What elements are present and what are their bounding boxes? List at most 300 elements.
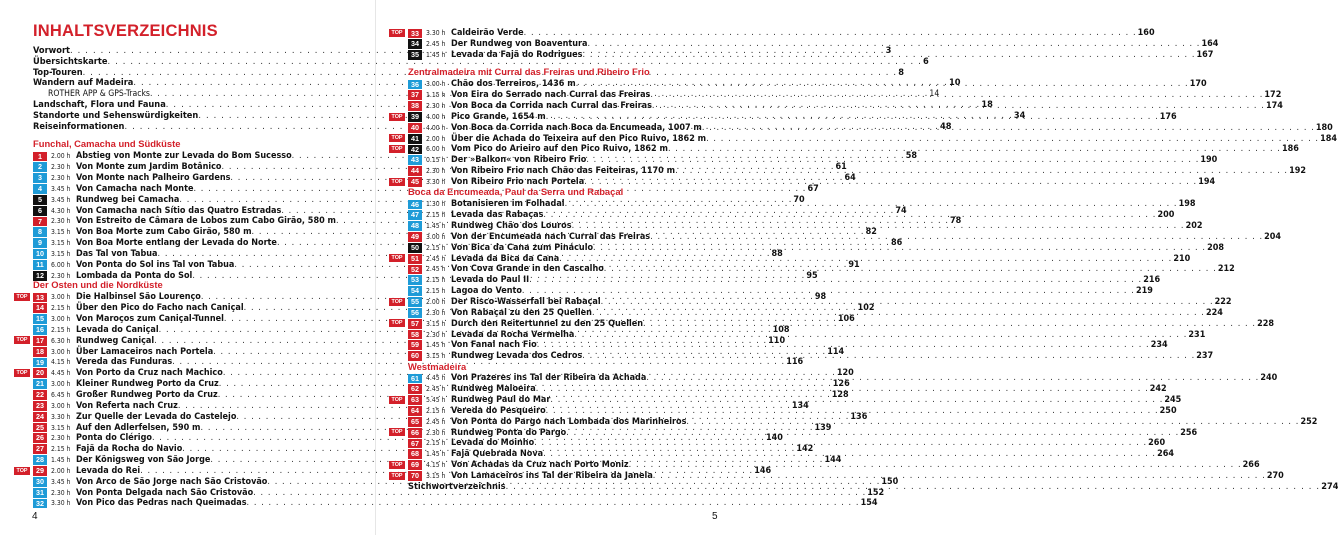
route-number: 44	[408, 166, 422, 176]
route-page: 245	[1164, 395, 1182, 406]
route-title: Von Pico das Pedras nach Queimadas	[76, 498, 247, 509]
route-duration: 4.30 h	[51, 206, 71, 215]
route-title: Rundweg Caniçal	[76, 335, 155, 346]
top-badge: TOP	[389, 319, 405, 327]
route-number: 20	[33, 368, 47, 378]
route-row[interactable]	[408, 286, 1153, 297]
route-title: Levada do Rei	[76, 465, 141, 476]
route-page: 264	[1157, 449, 1175, 460]
section-heading: Funchal, Camacha und Südküste	[33, 138, 181, 149]
route-duration: 2.30 h	[51, 271, 71, 280]
route-number: 28	[33, 455, 47, 465]
route-page: 176	[1159, 111, 1177, 122]
route-page: 234	[1150, 340, 1168, 351]
route-title: Von Boca da Corrida nach Boca da Encumeada, 1007 m	[451, 122, 702, 133]
toc-entry-page: 6	[923, 55, 929, 67]
route-title: Von Lamaceiros ins Tal der Ribeira da Janela	[451, 471, 653, 482]
route-title: Rundweg Chão dos Louros	[451, 221, 572, 232]
route-list	[391, 28, 1219, 61]
route-number: 50	[408, 243, 422, 253]
route-number: 67	[408, 439, 422, 449]
route-page: 134	[791, 400, 809, 411]
route-number: 36	[408, 80, 422, 90]
route-duration: 2.15 h	[426, 406, 446, 415]
route-number: 54	[408, 286, 422, 296]
route-number: 43	[408, 155, 422, 165]
route-duration: 4.45 h	[51, 369, 71, 378]
route-duration: 2.15 h	[51, 325, 71, 334]
route-number: 34	[408, 39, 422, 49]
route-title: Die Halbinsel São Lourenço	[76, 292, 201, 303]
page-number-right: 5	[712, 511, 718, 522]
route-title: Lagoa do Vento	[451, 286, 522, 297]
route-page: 120	[836, 368, 854, 379]
route-title: Von Prazeres ins Tal der Ribeira da Achada	[451, 373, 647, 384]
route-duration: 5.45 h	[426, 396, 446, 405]
route-title: Botanisieren im Folhadal	[451, 199, 565, 210]
route-title: Das Tal von Tabua	[76, 249, 158, 260]
route-number: 32	[33, 499, 47, 509]
route-duration: 2.30 h	[426, 102, 446, 111]
route-page: 174	[1265, 101, 1283, 112]
route-number: 69	[408, 460, 422, 470]
toc-entry-label: Reiseinformationen	[33, 120, 125, 132]
route-number: 23	[33, 401, 47, 411]
top-badge: TOP	[389, 472, 405, 480]
route-page: 256	[1180, 427, 1198, 438]
route-duration: 2.30 h	[51, 217, 71, 226]
route-title: Auf den Adlerfelsen, 590 m	[76, 422, 201, 433]
route-page: 204	[1264, 231, 1282, 242]
route-number: 40	[408, 123, 422, 133]
route-page: 140	[765, 433, 783, 444]
route-page: 95	[806, 270, 818, 281]
route-title: Über Lamaceiros nach Portela	[76, 346, 214, 357]
route-number: 39	[408, 112, 422, 122]
route-number: 16	[33, 325, 47, 335]
route-title: Vereda do Pesqueiro	[451, 405, 546, 416]
route-page: 190	[1200, 155, 1218, 166]
route-page: 240	[1260, 373, 1278, 384]
route-title: Levada das Rabaças	[451, 210, 544, 221]
route-page: 260	[1148, 438, 1166, 449]
route-title: Pico Grande, 1654 m	[451, 111, 546, 122]
route-page: 144	[824, 455, 842, 466]
section-heading: Der Osten und die Nordküste	[33, 279, 163, 290]
route-page: 61	[835, 162, 847, 173]
route-page: 216	[1143, 275, 1161, 286]
toc-entry-label: ROTHER APP & GPS-Tracks	[48, 89, 150, 100]
route-title: Rundweg Ponta do Pargo	[451, 427, 567, 438]
route-title: Von Cova Grande in den Cascalho	[451, 264, 604, 275]
route-title: Großer Rundweg Porto da Cruz	[76, 390, 218, 401]
route-duration: 2.30 h	[51, 434, 71, 443]
route-title: Von Rabaçal zu den 25 Quellen	[451, 307, 592, 318]
route-duration: 3.30 h	[426, 29, 446, 38]
route-duration: 2.00 h	[426, 134, 446, 143]
route-duration: 3.30 h	[51, 499, 71, 508]
route-number: 29	[33, 466, 47, 476]
route-page: 266	[1242, 460, 1260, 471]
route-page: 224	[1205, 307, 1223, 318]
route-row[interactable]	[391, 28, 1155, 39]
route-duration: 1.45 h	[426, 222, 446, 231]
route-duration: 3.30 h	[51, 412, 71, 421]
route-duration: 2.15 h	[51, 445, 71, 454]
route-title: Von Monte zum Jardim Botânico	[76, 162, 222, 173]
route-duration: 2.15 h	[426, 287, 446, 296]
route-number: 57	[408, 319, 422, 329]
route-row[interactable]	[33, 487, 885, 498]
route-number: 10	[33, 249, 47, 259]
route-number: 14	[33, 303, 47, 313]
route-number: 35	[408, 50, 422, 60]
route-page: 150	[881, 476, 899, 487]
route-page: 108	[772, 324, 790, 335]
route-title: Von Boca da Corrida nach Curral das Freiras	[451, 101, 652, 112]
route-duration: 3.15 h	[51, 228, 71, 237]
route-number: 53	[408, 275, 422, 285]
route-title: Von Referta nach Cruz	[76, 400, 178, 411]
route-page: 167	[1196, 50, 1214, 61]
route-duration: 3.00 h	[426, 80, 446, 89]
route-title: Durch den Reitertunnel zu den 25 Quellen	[451, 318, 644, 329]
route-page: 91	[848, 259, 860, 270]
toc-entry-page: 8	[898, 66, 905, 78]
route-number: 62	[408, 384, 422, 394]
toc-entry-label: Vorwort	[33, 45, 70, 56]
route-duration: 2.45 h	[426, 417, 446, 426]
route-page: 184	[1320, 133, 1338, 144]
top-badge: TOP	[389, 428, 405, 436]
route-number: 26	[33, 433, 47, 443]
route-title: Von Ponta Delgada nach São Cristovão	[76, 487, 254, 498]
route-duration: 3.45 h	[51, 477, 71, 486]
toc-entry-label: Übersichtskarte	[33, 55, 108, 67]
route-row[interactable]	[33, 498, 878, 509]
route-duration: 2.45 h	[426, 385, 446, 394]
route-duration: 1.30 h	[426, 200, 446, 209]
route-page: 142	[796, 444, 814, 455]
route-page: 74	[895, 205, 907, 216]
route-page: 136	[850, 411, 868, 422]
route-number: 8	[33, 227, 47, 237]
route-title: Von Ribeiro Frio nach Portela	[451, 177, 585, 188]
route-page: 82	[865, 227, 877, 238]
top-badge: TOP	[389, 298, 405, 306]
route-page: 194	[1198, 177, 1216, 188]
route-title: Vom Pico do Arieiro auf den Pico Ruivo, 1862 m	[451, 144, 668, 155]
route-duration: 3.45 h	[51, 195, 71, 204]
route-page: 222	[1214, 297, 1232, 308]
route-title: Vereda das Funduras	[76, 357, 173, 368]
route-number: 9	[33, 238, 47, 248]
route-title: Von Bica da Cana zum Pináculo	[451, 242, 594, 253]
route-number: 24	[33, 412, 47, 422]
page-number-left: 4	[32, 511, 38, 522]
route-duration: 4.45 h	[426, 374, 446, 383]
route-duration: 2.45 h	[426, 265, 446, 274]
route-number: 37	[408, 90, 422, 100]
route-duration: 6.00 h	[426, 145, 446, 154]
route-number: 12	[33, 271, 47, 281]
route-title: Levada do Moinho	[451, 438, 535, 449]
route-duration: 3.00 h	[51, 347, 71, 356]
route-number: 27	[33, 444, 47, 454]
top-badge: TOP	[389, 145, 405, 153]
route-number: 19	[33, 358, 47, 368]
route-page: 146	[754, 465, 772, 476]
route-duration: 1.45 h	[426, 341, 446, 350]
route-duration: 2.00 h	[51, 466, 71, 475]
route-duration: 3.15 h	[426, 472, 446, 481]
route-duration: 2.30 h	[51, 488, 71, 497]
route-duration: 3.00 h	[426, 232, 446, 241]
route-duration: 1.45 h	[426, 51, 446, 60]
route-page: 128	[831, 390, 849, 401]
section-heading: Boca da Encumeada, Paul da Serra und Rabaçal	[408, 186, 624, 197]
route-number: 18	[33, 347, 47, 357]
route-title: Von Arco de São Jorge nach São Cristovão	[76, 476, 268, 487]
top-badge: TOP	[14, 336, 30, 344]
route-duration: 1.45 h	[51, 456, 71, 465]
top-badge: TOP	[14, 369, 30, 377]
route-number: 55	[408, 297, 422, 307]
route-title: Rundweg bei Camacha	[76, 194, 180, 205]
route-duration: 4.15 h	[51, 358, 71, 367]
route-number: 48	[408, 221, 422, 231]
route-page: 219	[1135, 286, 1153, 297]
route-title: Von Maroços zum Caniçal-Tunnel	[76, 314, 224, 325]
route-title: Von Boa Morte zum Cabo Girão, 580 m	[76, 227, 252, 238]
route-duration: 3.45 h	[51, 184, 71, 193]
section-heading: Westmadeira	[408, 361, 467, 372]
route-title: Von Camacha nach Monte	[76, 183, 194, 194]
toc-entry-label: Top-Touren	[33, 66, 83, 78]
route-duration: 3.15 h	[51, 239, 71, 248]
route-number: 17	[33, 336, 47, 346]
route-page: 198	[1178, 199, 1196, 210]
stichwort-label: Stichwortverzeichnis	[408, 481, 506, 492]
route-number: 56	[408, 308, 422, 318]
route-page: 139	[814, 422, 832, 433]
route-title: Von Fanal nach Fio	[451, 340, 537, 351]
route-number: 13	[33, 293, 47, 303]
route-row[interactable]	[408, 50, 1214, 61]
route-page: 180	[1315, 122, 1333, 133]
route-title: Der Rundweg von Boaventura	[451, 39, 588, 50]
route-page: 64	[844, 173, 856, 184]
route-page: 208	[1207, 242, 1224, 253]
route-title: Ponta do Clérigo	[76, 433, 152, 444]
toc-entry-page: 10	[948, 77, 961, 89]
route-title: Rundweg Paul do Mar	[451, 395, 551, 406]
toc-entry-label: Landschaft, Flora und Fauna	[33, 98, 166, 110]
route-number: 41	[408, 134, 422, 144]
route-number: 1	[33, 152, 47, 162]
route-duration: 3.15 h	[51, 250, 71, 259]
route-page: 242	[1149, 384, 1167, 395]
route-number: 51	[408, 254, 422, 264]
route-page: 110	[768, 335, 786, 346]
route-number: 4	[33, 184, 47, 194]
route-page: 154	[860, 498, 878, 509]
route-duration: 3.00 h	[51, 315, 71, 324]
route-title: Rundweg Maloeira	[451, 384, 536, 395]
route-title: Caldeirão Verde	[451, 28, 524, 39]
route-duration: 6.30 h	[51, 336, 71, 345]
route-duration: 2.45 h	[426, 40, 446, 49]
route-duration: 2.30 h	[426, 167, 446, 176]
route-duration: 2.00 h	[51, 152, 71, 161]
route-number: 11	[33, 260, 47, 270]
route-title: Von Monte nach Palheiro Gardens	[76, 173, 231, 184]
route-page: 106	[837, 314, 855, 325]
route-duration: 2.15 h	[426, 276, 446, 285]
route-title: Levada do Paul II	[451, 275, 530, 286]
route-number: 59	[408, 340, 422, 350]
route-page: 58	[905, 151, 917, 162]
route-number: 30	[33, 477, 47, 487]
route-page: 210	[1173, 253, 1191, 264]
route-number: 63	[408, 395, 422, 405]
route-duration: 4.00 h	[426, 112, 446, 121]
route-number: 70	[408, 471, 422, 481]
route-title: Über die Achada do Teixeira auf den Pico Ruivo, 1862 m	[451, 133, 707, 144]
route-number: 33	[408, 29, 422, 39]
route-duration: 3.15 h	[51, 423, 71, 432]
section-heading: Zentralmadeira mit Curral das Freiras und Ribeiro Frio	[408, 66, 650, 77]
top-badge: TOP	[389, 396, 405, 404]
route-title: Von Camacha nach Sítio das Quatro Estradas	[76, 205, 282, 216]
route-page: 186	[1281, 144, 1299, 155]
route-row[interactable]	[408, 39, 1219, 50]
toc-entry-page: 48	[940, 120, 952, 132]
route-number: 46	[408, 200, 422, 210]
route-page: 114	[827, 346, 845, 357]
route-title: Fajã da Rocha do Navio	[76, 444, 183, 455]
route-duration: 2.00 h	[426, 298, 446, 307]
route-number: 66	[408, 428, 422, 438]
route-duration: 2.30 h	[51, 163, 71, 172]
route-page: 67	[807, 183, 819, 194]
route-number: 38	[408, 101, 422, 111]
route-duration: 4.00 h	[426, 123, 446, 132]
route-page: 212	[1217, 264, 1235, 275]
route-page: 172	[1264, 90, 1282, 101]
route-title: Rundweg Levada dos Cedros	[451, 351, 583, 362]
route-page: 202	[1185, 221, 1203, 232]
route-title: Levada do Caniçal	[76, 324, 159, 335]
route-duration: 2.30 h	[426, 330, 446, 339]
route-page: 170	[1189, 79, 1207, 90]
route-title: Von der Encumeada nach Curral das Freiras	[451, 231, 651, 242]
route-number: 15	[33, 314, 47, 324]
route-title: Von Ponta do Sol ins Tal von Tabua	[76, 259, 235, 270]
route-duration: 3.15 h	[426, 352, 446, 361]
toc-entry-page: 18	[981, 98, 993, 110]
route-duration: 4.15 h	[426, 461, 446, 470]
route-title: Lombada da Ponta do Sol	[76, 270, 193, 281]
route-number: 2	[33, 162, 47, 172]
route-title: Levada da Fajã do Rodrigues	[451, 50, 583, 61]
route-title: Abstieg von Monte zur Levada do Bom Sucesso	[76, 151, 292, 162]
route-title: Von Ponta do Pargo nach Lombada dos Marinheiros	[451, 416, 687, 427]
route-row[interactable]	[391, 133, 1338, 144]
route-duration: 2.30 h	[51, 174, 71, 183]
route-page: 192	[1289, 166, 1306, 177]
route-number: 61	[408, 374, 422, 384]
route-duration: 2.15 h	[426, 211, 446, 220]
route-duration: 2.15 h	[426, 439, 446, 448]
route-title: Über den Pico do Facho nach Caniçal	[76, 303, 244, 314]
route-row[interactable]	[391, 144, 1299, 155]
route-title: Der Königsweg von São Jorge	[76, 455, 211, 466]
route-number: 3	[33, 173, 47, 183]
route-page: 250	[1159, 405, 1177, 416]
route-page: 70	[793, 194, 805, 205]
route-page: 86	[890, 238, 903, 249]
route-title: Levada da Rocha Vermelha	[451, 329, 575, 340]
route-number: 47	[408, 210, 422, 220]
route-page: 78	[950, 216, 962, 227]
route-page: 160	[1137, 28, 1155, 39]
route-duration: 0.15 h	[426, 156, 446, 165]
route-title: Kleiner Rundweg Porto da Cruz	[76, 379, 219, 390]
route-duration: 2.45 h	[426, 254, 446, 263]
route-title: Von Estreito de Câmara de Lobos zum Cabo Girão, 580 m	[76, 216, 336, 227]
top-badge: TOP	[14, 293, 30, 301]
route-number: 7	[33, 217, 47, 227]
route-duration: 3.15 h	[426, 319, 446, 328]
route-page: 88	[771, 249, 783, 260]
top-badge: TOP	[389, 461, 405, 469]
route-title: Von Ribeiro Frio nach Chão das Feiteiras, 1170 m	[451, 166, 676, 177]
route-page: 164	[1201, 39, 1219, 50]
route-number: 45	[408, 177, 422, 187]
toc-entry-page: 3	[885, 45, 892, 56]
top-badge: TOP	[389, 178, 405, 186]
route-title: Von Porto da Cruz nach Machico	[76, 368, 223, 379]
route-page: 126	[832, 379, 850, 390]
route-number: 60	[408, 351, 422, 361]
route-duration: 6.00 h	[51, 260, 71, 269]
route-duration: 3.30 h	[426, 178, 446, 187]
route-title: Fajã Quebrada Nova	[451, 449, 544, 460]
route-title: Von Eira do Serrado nach Curral das Freiras	[451, 90, 651, 101]
route-number: 31	[33, 488, 47, 498]
route-page: 98	[814, 292, 827, 303]
route-page: 200	[1157, 210, 1175, 221]
top-badge: TOP	[389, 254, 405, 262]
route-duration: 2.15 h	[426, 243, 446, 252]
route-title: Zur Quelle der Levada do Castelejo	[76, 411, 237, 422]
route-page: 237	[1196, 351, 1214, 362]
route-number: 5	[33, 195, 47, 205]
route-page: 152	[867, 487, 885, 498]
route-page: 116	[786, 357, 804, 368]
route-duration: 3.00 h	[51, 401, 71, 410]
route-page: 231	[1188, 329, 1206, 340]
top-badge: TOP	[14, 467, 30, 475]
route-number: 42	[408, 145, 422, 155]
route-duration: 2.15 h	[51, 304, 71, 313]
toc-entry-page: 14	[929, 89, 940, 100]
route-number: 49	[408, 232, 422, 242]
route-title: Von Boa Morte entlang der Levada do Norte	[76, 238, 277, 249]
route-title: Chão dos Terreiros, 1436 m	[451, 79, 576, 90]
route-duration: 6.45 h	[51, 391, 71, 400]
